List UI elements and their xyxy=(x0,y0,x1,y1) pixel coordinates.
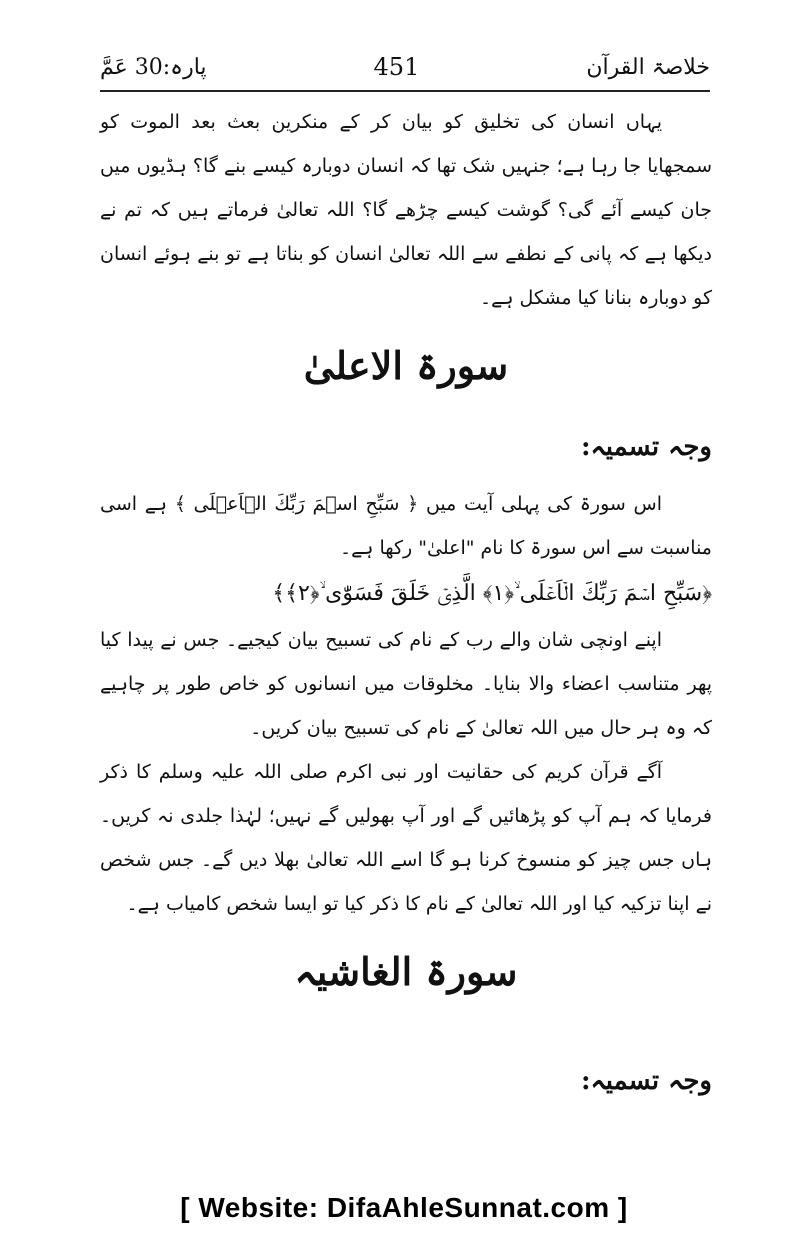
surah-ala-summary: آگے قرآن کریم کی حقانیت اور نبی اکرم صلی اللہ علیہ وسلم کا ذکر فرمایا کہ ہم آپ کو پڑھائیں گے اور آپ بھولیں گے نہیں؛ لہٰذا جلدی نہ کریں۔ ہاں جس چیز کو منسوخ کرنا ہو گا اسے اللہ تعالیٰ بھلا دیں گے۔ جس شخص نے اپنا تزکیہ کیا اور اللہ تعالیٰ کے نام کا ذکر کیا تو ایسا شخص کامیاب ہے۔ xyxy=(100,761,712,915)
surah-ala-naming-heading: وجہ تسمیہ: xyxy=(580,432,712,462)
page-content xyxy=(100,100,712,1116)
surah-ghashiya-title: سورۃ الغاشیہ xyxy=(294,949,518,994)
section-spacer xyxy=(100,1018,712,1046)
intro-paragraph: یہاں انسان کی تخلیق کو بیان کر کے منکرین بعث بعد الموت کو سمجھایا جا رہا ہے؛ جنہیں شک تھا کہ انسان دوبارہ کیسے بنے گا؟ ہڈیوں میں جان کیسے آئے گی؟ گوشت کیسے چڑھے گا؟ اللہ تعالیٰ فرماتے ہیں کہ تم نے دیکھا ہے کہ پانی کے نطفے سے اللہ تعالیٰ انسان کو بناتا ہے تو بنے ہوئے انسان کو دوبارہ بنانا کیا مشکل ہے۔ xyxy=(100,111,712,309)
page-header xyxy=(100,44,710,92)
surah-ala-title: سورۃ الاعلیٰ xyxy=(303,343,509,388)
para-label: پارہ:30 عَمَّ xyxy=(100,54,207,80)
surah-ala-naming-text: اس سورۃ کی پہلی آیت میں ﴿ سَبِّحِ اسۡمَ رَبِّكَ الۡاَعۡلَى ﴾ ہے اسی مناسبت سے اس سورۃ کا نام "اعلیٰ" رکھا ہے۔ xyxy=(100,493,712,559)
surah-ala-translation: اپنے اونچی شان والے رب کے نام کی تسبیح بیان کیجیے۔ جس نے پیدا کیا پھر متناسب اعضاء والا بنایا۔ مخلوقات میں انسانوں کو خاص طور پر چاہیے کہ وہ ہر حال میں اللہ تعالیٰ کے نام کی تسبیح بیان کریں۔ xyxy=(100,629,712,739)
website-footer: [ Website: DifaAhleSunnat.com ] xyxy=(180,1192,628,1223)
surah-ghashiya-naming-heading: وجہ تسمیہ: xyxy=(580,1066,712,1096)
page-number: 451 xyxy=(373,53,420,81)
surah-ala-ayah: ﴿سَبِّحِ اسۡمَ رَبِّكَ الۡاَعۡلَى ۙ﴿۱﴾ الَّذِىۡ خَلَقَ فَسَوّٰى ۙ﴿۲﴾﴾ xyxy=(272,581,712,606)
book-title: خلاصۃ القرآن xyxy=(586,54,710,80)
